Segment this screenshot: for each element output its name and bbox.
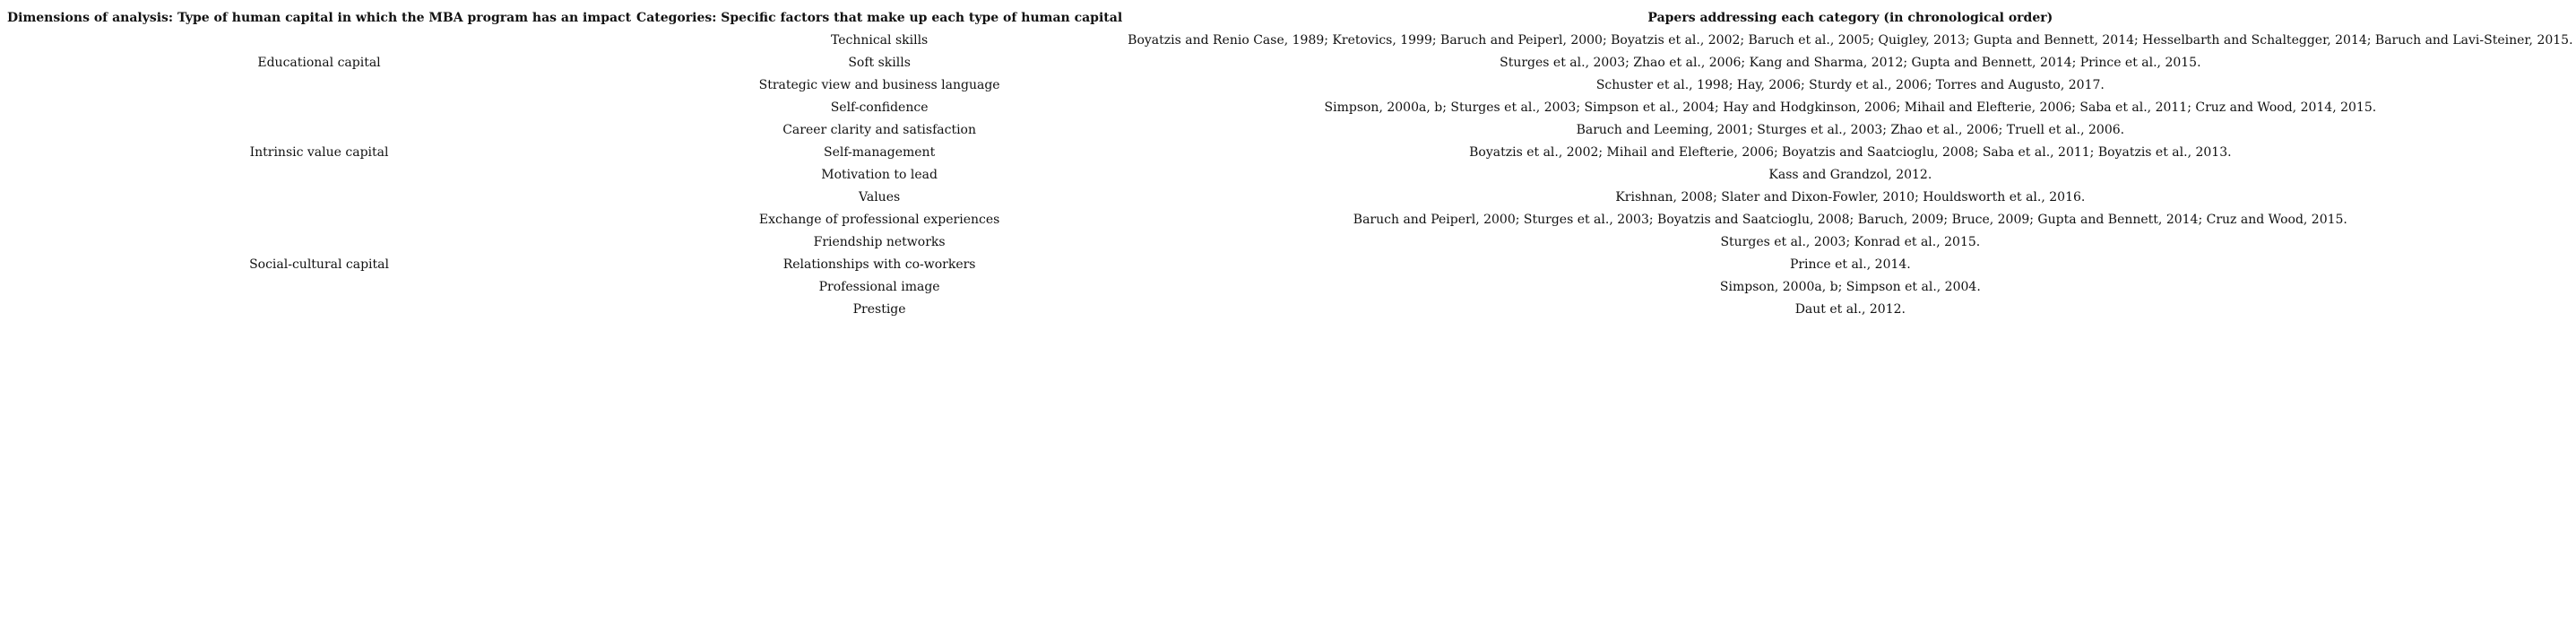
category-cell: Exchange of professional experiences — [758, 213, 1000, 227]
papers-cell: Schuster et al., 1998; Hay, 2006; Sturdy et al., 2006; Torres and Augusto, 2017. — [1595, 78, 2105, 92]
category-cell: Friendship networks — [813, 235, 946, 249]
papers-cell: Sturges et al., 2003; Konrad et al., 2015. — [1720, 235, 1981, 249]
papers-cell: Boyatzis et al., 2002; Mihail and Elefterie, 2006; Boyatzis and Saatcioglu, 2008; Saba et al., 2011; Boyatzis et al., 2013. — [1469, 145, 2232, 160]
papers-cell: Baruch and Peiperl, 2000; Sturges et al., 2003; Boyatzis and Saatcioglu, 2008; Baruch, 2009; Bruce, 2009; Gupta and Bennett, 2014; Cruz and Wood, 2015. — [1353, 213, 2347, 227]
category-cell: Values — [859, 190, 901, 205]
papers-cell: Baruch and Leeming, 2001; Sturges et al., 2003; Zhao et al., 2006; Truell et al., 2006. — [1576, 123, 2125, 137]
category-cell: Career clarity and satisfaction — [782, 123, 976, 137]
category-cell: Motivation to lead — [821, 168, 938, 182]
header-row — [4, 7, 2576, 30]
category-cell: Relationships with co-workers — [782, 257, 976, 272]
header-categories: Categories: Specific factors that make up each type of human capital — [636, 11, 1123, 25]
header-papers: Papers addressing each category (in chronological order) — [1647, 11, 2053, 25]
category-cell: Strategic view and business language — [758, 78, 1000, 92]
literature-table — [4, 7, 2576, 321]
papers-cell: Sturges et al., 2003; Zhao et al., 2006; Kang and Sharma, 2012; Gupta and Bennett, 2014; Prince et al., 2015. — [1500, 56, 2201, 70]
papers-cell: Prince et al., 2014. — [1789, 257, 1911, 272]
papers-cell: Kass and Grandzol, 2012. — [1768, 168, 1932, 182]
dimension-cell: Educational capital — [257, 56, 381, 70]
category-cell: Professional image — [818, 280, 940, 294]
category-cell: Self-confidence — [830, 100, 929, 115]
header-dimensions: Dimensions of analysis: Type of human capital in which the MBA program has an impact — [7, 11, 632, 25]
papers-cell: Daut et al., 2012. — [1794, 302, 1906, 317]
papers-cell: Boyatzis and Renio Case, 1989; Kretovics, 1999; Baruch and Peiperl, 2000; Boyatzis et al., 2002; Baruch et al., 2005; Quigley, 2013; Gupta and Bennett, 2014; Hesselbarth and Schaltegger, 2014; Baruch and Lavi-Steiner, 2015. — [1128, 33, 2573, 48]
category-cell: Soft skills — [848, 56, 911, 70]
category-cell: Prestige — [852, 302, 906, 317]
papers-cell: Simpson, 2000a, b; Sturges et al., 2003; Simpson et al., 2004; Hay and Hodgkinson, 2006; Mihail and Elefterie, 2006; Saba et al., 2011; Cruz and Wood, 2014, 2015. — [1324, 100, 2377, 115]
dimension-cell: Social-cultural capital — [249, 257, 389, 272]
table-row — [4, 30, 2576, 52]
category-cell: Self-management — [824, 145, 936, 160]
dimension-cell: Intrinsic value capital — [249, 145, 389, 160]
table-row — [4, 97, 2576, 119]
papers-cell: Simpson, 2000a, b; Simpson et al., 2004. — [1719, 280, 1981, 294]
papers-cell: Krishnan, 2008; Slater and Dixon-Fowler, 2010; Houldsworth et al., 2016. — [1615, 190, 2086, 205]
table-row — [4, 209, 2576, 231]
category-cell: Technical skills — [830, 33, 929, 48]
